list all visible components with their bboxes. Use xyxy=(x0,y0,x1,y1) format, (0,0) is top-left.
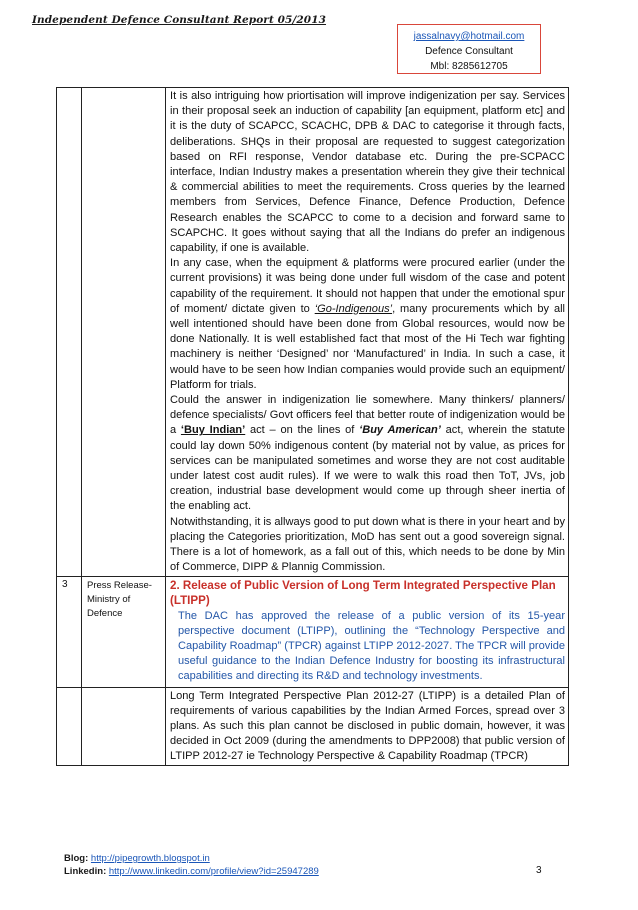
paragraph-text: Could the answer in indigenization lie somewhere. Many thinkers/ planners/ defence specialists/ Govt officers feel that better route of indigenization would be a xyxy=(170,394,565,437)
row-body: Long Term Integrated Perspective Plan 2012-27 (LTIPP) is a detailed Plan of requirements of various capabilities by the Indian Armed Forces, spread over 3 plans. As such this plan cannot be disclosed in public domain, however, it was decided in Oct 2009 (during the amendments to DPP2008) that public version of LTIPP 2012-27 ie Technology Perspective & Capability Roadmap (TPCR) xyxy=(166,687,569,765)
paragraph-text: In any case, when the equipment & platforms were procured earlier (under the current provisions) it was being done under full wisdom of the case and potent capability of the requirement. It should not happen that under the emotional spur of moment/ dictate given to xyxy=(170,257,565,315)
page-number: 3 xyxy=(536,865,542,876)
paragraph: Notwithstanding, it is allways good to put down what is there in your heart and by placing the Categories prioritization, MoD has sent out a good sovereign signal. There is a lot of homework, as a fall out of this, which needs to be done by Min of Commerce, DIPP & Plannig Commission. xyxy=(170,515,565,574)
row-body xyxy=(166,576,569,687)
label-separator: : xyxy=(103,866,109,877)
paragraph-text: , many procurements which by all well intentioned should have been done from Global resources, would now be done Nationally. It is well established fact that most of the Hi Tech war fighting machinery is neither ‘Designed’ nor ‘Manufactured’ in India. In such a case, it would have to be seen how Indian companies would provide such an equipment/ Platform for trials. xyxy=(170,302,565,391)
paragraph: It is also intriguing how priortisation will improve indigenization per say. Services in their proposal seek an induction of capability [an equipment, platform etc] and it is the duty of SCAPCC, SCACHC, DPB & DAC to categorise it through facts, deliberations. SHQs in their proposal are requested to suggest categorization based on RFI response, Vendor database etc. During the pre-SCPACC interface, Indian Industry makes a presentation wherein they give their technical & commercial abilities to meet the requirements. Cross queries by the learned members from Services, Defence Finance, Defence Production, Defence Research enables the SCAPCC to come to a decision and forward same to SCAPCHC. It goes without saying that all the Indians do prefer an indigenous capability, if one is available. xyxy=(170,90,565,255)
linkedin-link[interactable]: http://www.linkedin.com/profile/view?id=25947289 xyxy=(108,866,319,877)
contact-phone: Mbl: 8285612705 xyxy=(430,61,508,72)
paragraph xyxy=(170,393,565,515)
paragraph-text: act – on the lines of xyxy=(245,424,360,437)
table-row xyxy=(57,576,569,687)
row-number xyxy=(57,687,82,765)
report-table xyxy=(56,87,569,766)
contact-email-link[interactable]: jassalnavy@hotmail.com xyxy=(413,31,525,42)
label-separator: : xyxy=(85,853,91,864)
buy-american-emphasis: ‘Buy American’ xyxy=(359,424,441,437)
footer xyxy=(64,852,319,878)
paragraph-text: act, wherein the statute could lay down 50% indigenous content (by material not by value, as prices for services can be manipulated sometimes and worse they are not cost auditable under latest cost audit rules). If we were to walk this road then ToT, JVs, job creation, industrial base development would come up through sheer inertia of the enabling act. xyxy=(170,424,565,513)
blog-link[interactable]: http://pipegrowth.blogspot.in xyxy=(90,853,210,864)
press-release-text: The DAC has approved the release of a public version of its 15-year perspective document (LTIPP), outlining the “Technology Perspective and Capability Roadmap” (TPCR) against LTIPP 2012-2027. The TPCR will provide useful guidance to the Indian Defence Industry for boosting its infrastructural capabilities and directing its R&D and technology investments. xyxy=(178,609,565,683)
section-heading: 2. Release of Public Version of Long Term Integrated Perspective Plan (LTIPP) xyxy=(170,578,556,607)
contact-box xyxy=(397,24,541,74)
row-source xyxy=(82,88,166,577)
table-row xyxy=(57,687,569,765)
contact-role: Defence Consultant xyxy=(425,46,513,57)
buy-indian-emphasis: ‘Buy Indian’ xyxy=(180,424,246,437)
table-row xyxy=(57,88,569,577)
row-source: Press Release- Ministry of Defence xyxy=(82,576,166,687)
row-source xyxy=(82,687,166,765)
row-number xyxy=(57,88,82,577)
go-indigenous-emphasis: ‘Go-Indigenous’ xyxy=(314,302,393,315)
linkedin-line xyxy=(64,865,319,878)
report-title: Independent Defence Consultant Report 05/2013 xyxy=(32,14,327,26)
blog-label: Blog xyxy=(64,853,86,864)
row-body xyxy=(166,88,569,577)
paragraph xyxy=(170,256,565,393)
blog-line xyxy=(64,852,319,865)
linkedin-label: Linkedin xyxy=(64,866,104,877)
row-number: 3 xyxy=(57,576,82,687)
